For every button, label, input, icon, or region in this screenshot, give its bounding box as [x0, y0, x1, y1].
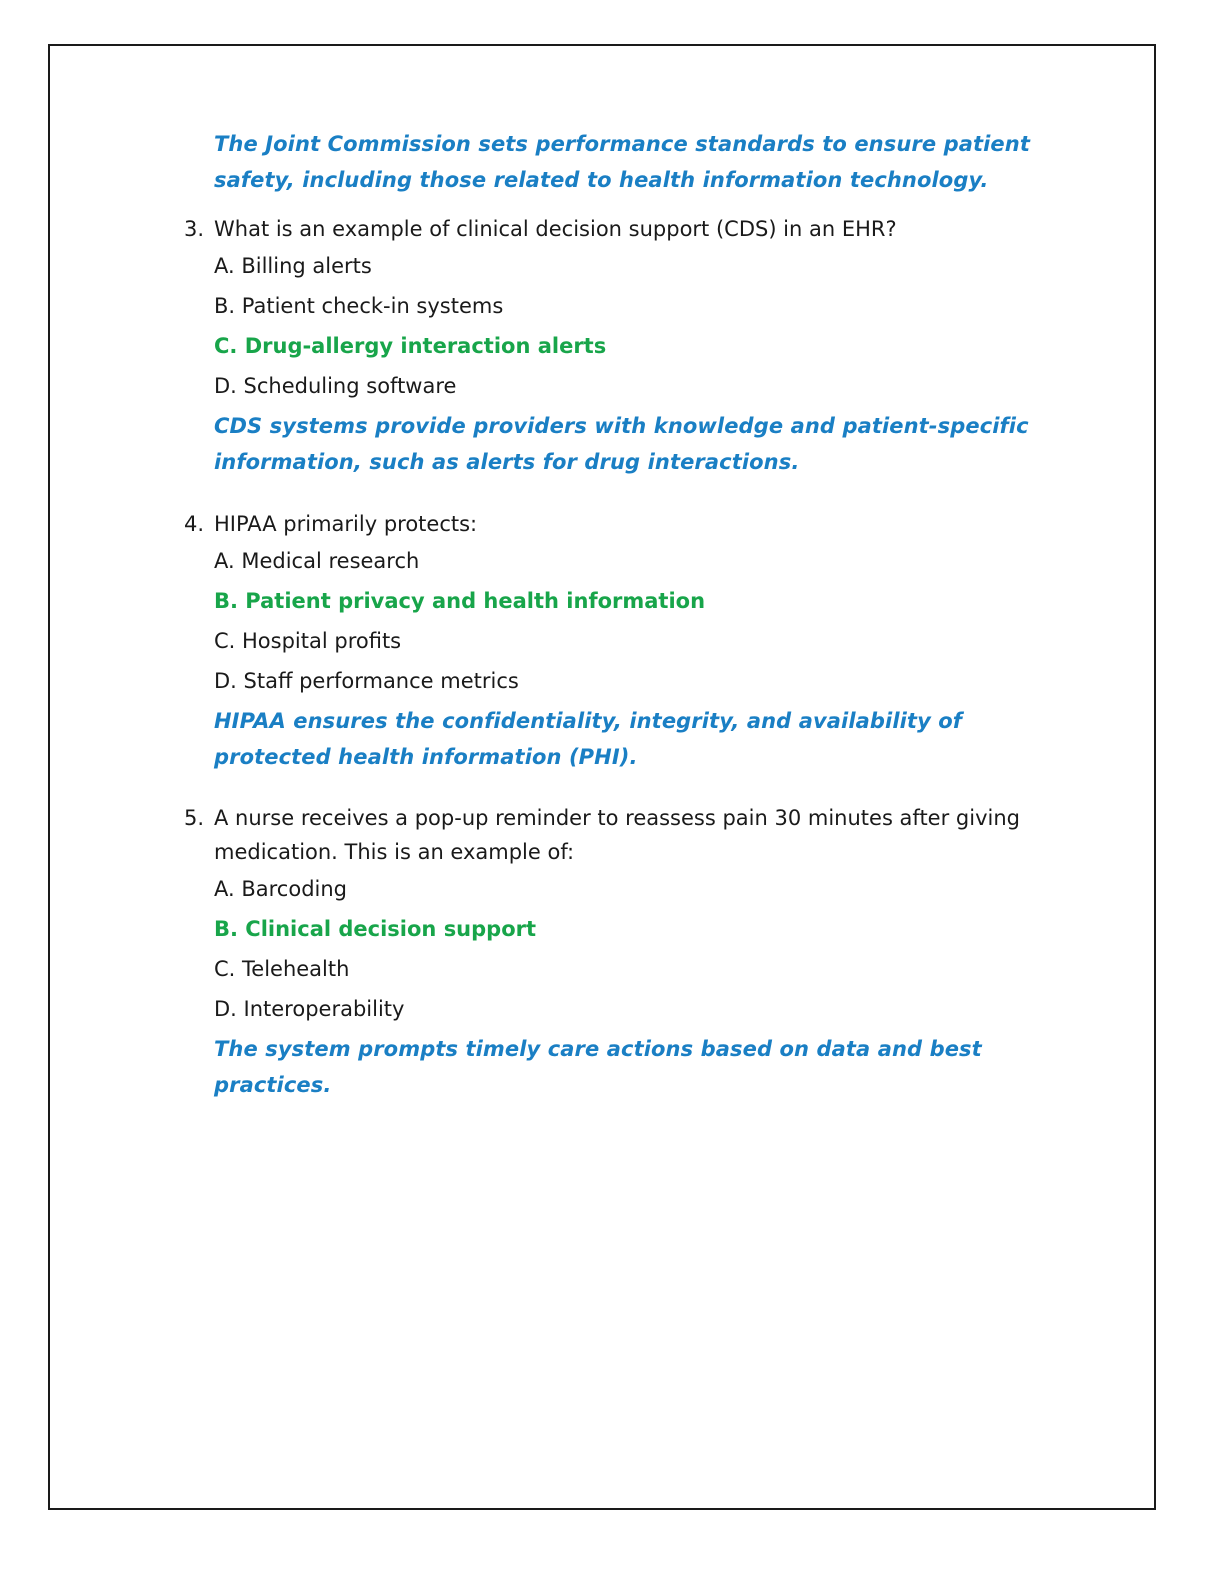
question-number: 4. — [183, 511, 204, 536]
answer-option-correct[interactable]: B. Clinical decision support — [214, 916, 537, 941]
document-page — [48, 44, 1156, 1510]
question-explanation: The system prompts timely care actions based on data and best practices. — [214, 1036, 982, 1098]
question-block — [180, 801, 1080, 1103]
question-text: What is an example of clinical decision support (CDS) in an EHR? — [214, 217, 897, 242]
question-block — [180, 212, 1080, 480]
answer-option[interactable]: C. Telehealth — [214, 956, 350, 981]
question-block — [180, 507, 1080, 775]
question-row — [180, 801, 1080, 869]
answer-options — [214, 246, 1080, 406]
answer-option-correct[interactable]: B. Patient privacy and health information — [214, 588, 706, 613]
lead-explanation-note: The Joint Commission sets performance standards to ensure patient safety, including those related to health information technology. — [214, 132, 1030, 193]
answer-option[interactable]: C. Hospital profits — [214, 628, 402, 653]
question-row — [180, 507, 1080, 541]
answer-option[interactable]: D. Scheduling software — [214, 374, 457, 399]
answer-option[interactable]: A. Billing alerts — [214, 254, 372, 279]
question-text: HIPAA primarily protects: — [214, 511, 478, 536]
question-row — [180, 212, 1080, 246]
answer-options — [214, 541, 1080, 701]
answer-option[interactable]: D. Interoperability — [214, 996, 405, 1021]
answer-option[interactable]: D. Staff performance metrics — [214, 668, 519, 693]
question-text: A nurse receives a pop-up reminder to reassess pain 30 minutes after giving medication. This is an example of: — [214, 805, 1020, 864]
answer-options — [214, 869, 1080, 1029]
question-explanation: CDS systems provide providers with knowledge and patient-specific information, such as alerts for drug interactions. — [214, 414, 1029, 475]
question-number: 3. — [183, 217, 204, 242]
answer-option[interactable]: B. Patient check-in systems — [214, 294, 504, 319]
answer-option[interactable]: A. Medical research — [214, 548, 420, 573]
document-content — [180, 126, 1080, 1129]
answer-option-correct[interactable]: C. Drug-allergy interaction alerts — [214, 334, 607, 359]
answer-option[interactable]: A. Barcoding — [214, 876, 347, 901]
question-number: 5. — [183, 805, 204, 830]
question-explanation: HIPAA ensures the confidentiality, integrity, and availability of protected health information (PHI). — [214, 708, 963, 769]
